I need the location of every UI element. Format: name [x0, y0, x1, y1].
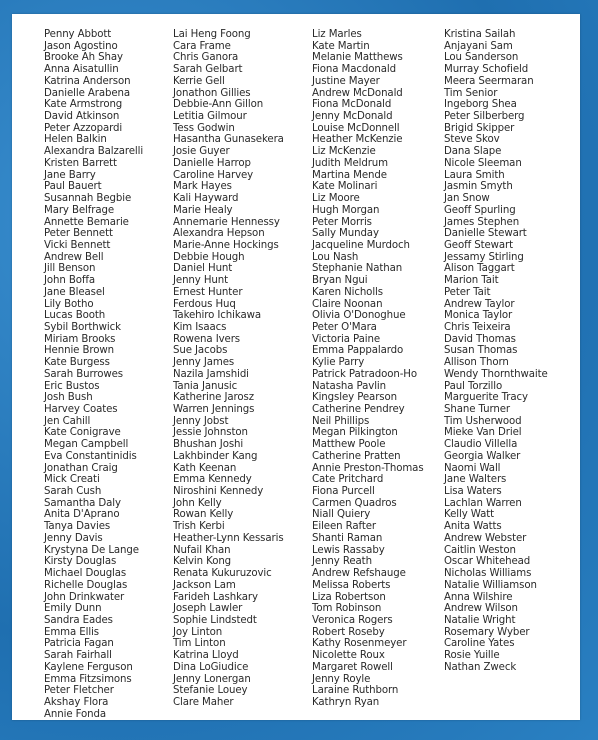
name-entry: David Atkinson	[44, 111, 120, 123]
name-entry: John Drinkwater	[44, 591, 125, 603]
name-entry: Caroline Yates	[444, 638, 515, 650]
name-entry: Chris Teixeira	[444, 321, 511, 333]
name-entry: Sandra Eades	[44, 614, 113, 626]
name-entry: Tania Janusic	[173, 380, 238, 392]
name-entry: Neil Phillips	[312, 415, 370, 427]
name-entry: Kristina Sailah	[444, 29, 516, 40]
name-entry: Cara Frame	[173, 40, 231, 52]
name-entry: Melissa Roberts	[312, 579, 391, 591]
name-entry: Nufail Khan	[173, 544, 231, 556]
name-column-2	[173, 29, 284, 709]
name-entry: Jessamy Stirling	[444, 251, 524, 263]
name-entry: Anita Watts	[444, 521, 502, 533]
name-entry: Catherine Pendrey	[312, 404, 405, 415]
name-entry: Sarah Gelbart	[173, 64, 243, 76]
name-entry: Tim Senior	[444, 87, 498, 99]
name-entry: Jane Walters	[444, 474, 507, 486]
name-entry: Murray Schofield	[444, 64, 529, 76]
name-entry: Paul Bauert	[44, 181, 102, 193]
name-entry: Peter Fletcher	[44, 685, 114, 697]
name-entry: Harvey Coates	[44, 404, 118, 415]
name-entry: Hasantha Gunasekera	[173, 134, 284, 146]
name-entry: Katrina Lloyd	[173, 650, 239, 662]
name-entry: Anna Aisatullin	[44, 64, 119, 76]
name-entry: Fiona Purcell	[312, 486, 375, 498]
name-entry: Kelvin Kong	[173, 556, 232, 568]
name-entry: Lai Heng Foong	[173, 29, 251, 40]
name-entry: Jenny James	[173, 357, 235, 369]
name-entry: Marion Tait	[444, 275, 499, 287]
name-entry: Liz Marles	[312, 29, 362, 40]
name-entry: Jonathon Gillies	[173, 87, 251, 99]
name-entry: Geoff Spurling	[444, 204, 516, 216]
name-entry: Emma Kennedy	[173, 474, 252, 486]
name-entry: Bhushan Joshi	[173, 439, 244, 451]
name-entry: Anna Wilshire	[444, 591, 513, 603]
name-entry: Jenny Davis	[44, 532, 103, 544]
name-entry: Renata Kukuruzovic	[173, 568, 272, 580]
name-entry: Niroshini Kennedy	[173, 486, 264, 498]
name-entry: James Stephen	[444, 216, 520, 228]
name-entry: Ingeborg Shea	[444, 99, 517, 111]
name-entry: Jonathan Craig	[44, 462, 118, 474]
name-entry: Marie-Anne Hockings	[173, 239, 279, 251]
name-entry: Tim Linton	[173, 638, 226, 650]
name-entry: Sue Jacobs	[173, 345, 228, 357]
name-entry: Lucas Booth	[44, 310, 106, 322]
name-entry: Jen Cahill	[44, 415, 91, 427]
name-entry: Sarah Burrowes	[44, 368, 123, 380]
name-entry: Jason Agostino	[44, 40, 118, 52]
name-entry: Debbie Hough	[173, 251, 245, 263]
name-entry: Eric Bustos	[44, 380, 100, 392]
name-entry: Anita D'Aprano	[44, 509, 120, 521]
name-entry: Hennie Brown	[44, 345, 114, 357]
name-entry: Emma Pappalardo	[312, 345, 404, 357]
name-entry: Louise McDonnell	[312, 122, 400, 134]
name-entry: Emily Dunn	[44, 603, 102, 615]
name-entry: Josie Guyer	[173, 146, 230, 158]
name-entry: Hugh Morgan	[312, 204, 380, 216]
name-entry: Joy Linton	[173, 626, 223, 638]
name-entry: Jasmin Smyth	[444, 181, 513, 193]
name-entry: Peter Silberberg	[444, 111, 525, 123]
name-entry: Sarah Fairhall	[44, 650, 112, 662]
name-entry: Clare Maher	[173, 696, 234, 708]
name-entry: Danielle Arabena	[44, 87, 131, 99]
name-entry: Jenny Jobst	[173, 415, 229, 427]
name-entry: Katherine Jarosz	[173, 392, 254, 404]
name-entry: Nicolette Roux	[312, 650, 385, 662]
name-entry: Judith Meldrum	[312, 157, 388, 169]
name-entry: Jessie Johnston	[173, 427, 248, 439]
name-entry: Catherine Pratten	[312, 450, 401, 462]
name-entry: Alexandra Balzarelli	[44, 146, 144, 158]
name-entry: Kate Armstrong	[44, 99, 123, 111]
name-entry: Caitlin Weston	[444, 544, 516, 556]
name-entry: Olivia O'Donoghue	[312, 310, 406, 322]
name-entry: Nathan Zweck	[444, 661, 517, 673]
name-entry: Susannah Begbie	[44, 193, 132, 205]
name-entry: Tom Robinson	[312, 603, 382, 615]
name-entry: Nazila Jamshidi	[173, 368, 249, 380]
name-entry: Liza Robertson	[312, 591, 386, 603]
name-entry: Fiona Macdonald	[312, 64, 396, 76]
name-entry: Ferdous Huq	[173, 298, 236, 310]
name-entry: Nicole Sleeman	[444, 157, 522, 169]
name-entry: Samantha Daly	[44, 497, 121, 509]
name-entry: Jenny Royle	[312, 673, 371, 685]
name-entry: Jacqueline Murdoch	[312, 239, 410, 251]
name-entry: Helen Balkin	[44, 134, 107, 146]
name-entry: Vicki Bennett	[44, 239, 111, 251]
name-entry: John Kelly	[173, 497, 222, 509]
name-entry: Natalie Wright	[444, 614, 516, 626]
name-entry: John Boffa	[44, 275, 96, 287]
name-entry: Peter Bennett	[44, 228, 113, 240]
name-entry: Chris Ganora	[173, 52, 239, 64]
name-entry: Paul Torzillo	[444, 380, 503, 392]
name-entry: Kathy Rosenmeyer	[312, 638, 407, 650]
name-entry: Jan Snow	[444, 193, 490, 205]
name-entry: Daniel Hunt	[173, 263, 233, 275]
name-entry: Sarah Cush	[44, 486, 102, 498]
name-entry: Jackson Lam	[173, 579, 236, 591]
name-entry: Kate Martin	[312, 40, 370, 52]
name-entry: Letitia Gilmour	[173, 111, 247, 123]
name-entry: Monica Taylor	[444, 310, 513, 322]
name-entry: Laraine Ruthborn	[312, 685, 399, 697]
name-entry: Danielle Stewart	[444, 228, 527, 240]
name-entry: Jenny Hunt	[173, 275, 229, 287]
name-entry: Alexandra Hepson	[173, 228, 265, 240]
name-entry: Lewis Rassaby	[312, 544, 385, 556]
name-column-4	[444, 29, 548, 674]
name-entry: Miriam Brooks	[44, 333, 116, 345]
name-entry: Lou Sanderson	[444, 52, 519, 64]
name-entry: Eva Constantinidis	[44, 450, 137, 462]
name-entry: Oscar Whitehead	[444, 556, 531, 568]
name-entry: Peter Azzopardi	[44, 122, 123, 134]
name-entry: Penny Abbott	[44, 29, 112, 40]
name-entry: Andrew Wilson	[444, 603, 518, 615]
name-entry: Kerrie Gell	[173, 75, 225, 87]
name-entry: Farideh Lashkary	[173, 591, 258, 603]
name-entry: Alison Taggart	[444, 263, 515, 275]
name-entry: Laura Smith	[444, 169, 505, 181]
name-entry: Kali Hayward	[173, 193, 239, 205]
name-entry: Richelle Douglas	[44, 579, 128, 591]
name-entry: Marie Healy	[173, 204, 233, 216]
name-entry: Emma Fitzsimons	[44, 673, 132, 685]
name-entry: Caroline Harvey	[173, 169, 254, 181]
name-entry: Nicholas Williams	[444, 568, 532, 580]
name-entry: Robert Roseby	[312, 626, 385, 638]
name-entry: Kath Keenan	[173, 462, 237, 474]
name-entry: Annie Fonda	[44, 708, 107, 720]
name-entry: Mark Hayes	[173, 181, 232, 193]
name-entry: Melanie Matthews	[312, 52, 403, 64]
name-entry: Jill Benson	[44, 263, 96, 275]
name-entry: Tim Usherwood	[444, 415, 522, 427]
name-entry: Akshay Flora	[44, 696, 109, 708]
name-entry: Kate Molinari	[312, 181, 378, 193]
name-entry: Tess Godwin	[173, 122, 235, 134]
name-entry: Peter Tait	[444, 286, 491, 298]
name-entry: Ernest Hunter	[173, 286, 243, 298]
name-entry: Kristen Barrett	[44, 157, 117, 169]
name-entry: Kelly Watt	[444, 509, 495, 521]
name-entry: Carmen Quadros	[312, 497, 397, 509]
name-entry: Heather-Lynn Kessaris	[173, 532, 284, 544]
name-entry: Karen Nicholls	[312, 286, 383, 298]
name-entry: Sophie Lindstedt	[173, 614, 257, 626]
name-entry: Annemarie Hennessy	[173, 216, 280, 228]
name-entry: Matthew Poole	[312, 439, 386, 451]
name-entry: Natasha Pavlin	[312, 380, 387, 392]
name-entry: Lisa Waters	[444, 486, 502, 498]
name-entry: Kingsley Pearson	[312, 392, 397, 404]
name-entry: Mick Creati	[44, 474, 100, 486]
name-entry: Jenny Lonergan	[173, 673, 251, 685]
name-entry: Claire Noonan	[312, 298, 383, 310]
name-column-1	[44, 29, 143, 720]
name-entry: Claudio Villella	[444, 439, 518, 451]
name-entry: Andrew Taylor	[444, 298, 515, 310]
name-entry: Josh Bush	[44, 392, 93, 404]
name-column-3	[312, 29, 424, 709]
name-entry: David Thomas	[444, 333, 516, 345]
name-entry: Peter O'Mara	[312, 321, 377, 333]
name-entry: Annette Bemarie	[44, 216, 129, 228]
name-entry: Jane Bleasel	[44, 286, 105, 298]
name-entry: Joseph Lawler	[173, 603, 243, 615]
name-entry: Sally Munday	[312, 228, 379, 240]
name-entry: Peter Morris	[312, 216, 372, 228]
name-entry: Danielle Harrop	[173, 157, 251, 169]
name-entry: Martina Mende	[312, 169, 387, 181]
name-entry: Justine Mayer	[312, 75, 380, 87]
name-entry: Warren Jennings	[173, 404, 255, 415]
name-entry: Andrew McDonald	[312, 87, 403, 99]
name-entry: Kathryn Ryan	[312, 696, 380, 708]
name-entry: Shane Turner	[444, 404, 510, 415]
name-entry: Kaylene Ferguson	[44, 661, 133, 673]
name-entry: Brooke Ah Shay	[44, 52, 123, 64]
name-entry: Shanti Raman	[312, 532, 383, 544]
name-entry: Dana Slape	[444, 146, 502, 158]
name-entry: Veronica Rogers	[312, 614, 393, 626]
name-entry: Bryan Ngui	[312, 275, 368, 287]
name-entry: Patrick Patradoon-Ho	[312, 368, 417, 380]
name-entry: Liz McKenzie	[312, 146, 376, 158]
name-entry: Geoff Stewart	[444, 239, 513, 251]
name-entry: Niall Quiery	[312, 509, 371, 521]
name-entry: Kate Burgess	[44, 357, 110, 369]
name-entry: Rowan Kelly	[173, 509, 234, 521]
name-entry: Lily Botho	[44, 298, 94, 310]
name-entry: Heather McKenzie	[312, 134, 403, 146]
name-entry: Steve Skov	[444, 134, 500, 146]
name-list-card	[12, 14, 580, 720]
name-entry: Georgia Walker	[444, 450, 521, 462]
name-entry: Lachlan Warren	[444, 497, 522, 509]
name-entry: Tanya Davies	[44, 521, 111, 533]
name-entry: Naomi Wall	[444, 462, 501, 474]
name-entry: Fiona McDonald	[312, 99, 392, 111]
name-entry: Allison Thorn	[444, 357, 509, 369]
name-entry: Stephanie Nathan	[312, 263, 403, 275]
name-entry: Kirsty Douglas	[44, 556, 117, 568]
name-entry: Liz Moore	[312, 193, 360, 205]
name-entry: Debbie-Ann Gillon	[173, 99, 264, 111]
name-entry: Lakhbinder Kang	[173, 450, 258, 462]
name-entry: Takehiro Ichikawa	[173, 310, 262, 322]
name-entry: Megan Pilkington	[312, 427, 398, 439]
name-entry: Kate Conigrave	[44, 427, 121, 439]
name-entry: Rowena Ivers	[173, 333, 240, 345]
name-entry: Sybil Borthwick	[44, 321, 121, 333]
name-entry: Anjayani Sam	[444, 40, 513, 52]
name-entry: Rosie Yuille	[444, 650, 500, 662]
name-entry: Jane Barry	[44, 169, 96, 181]
name-entry: Wendy Thornthwaite	[444, 368, 548, 380]
name-entry: Eileen Rafter	[312, 521, 376, 533]
name-entry: Krystyna De Lange	[44, 544, 139, 556]
name-entry: Susan Thomas	[444, 345, 518, 357]
name-entry: Rosemary Wyber	[444, 626, 530, 638]
name-entry: Brigid Skipper	[444, 122, 515, 134]
name-entry: Trish Kerbi	[173, 521, 225, 533]
name-entry: Kylie Parry	[312, 357, 365, 369]
name-entry: Stefanie Louey	[173, 685, 248, 697]
name-entry: Natalie Williamson	[444, 579, 537, 591]
name-entry: Jenny McDonald	[312, 111, 393, 123]
name-entry: Mary Belfrage	[44, 204, 115, 216]
name-entry: Michael Douglas	[44, 568, 127, 580]
name-entry: Jenny Reath	[312, 556, 372, 568]
name-entry: Mieke Van Driel	[444, 427, 522, 439]
name-entry: Andrew Webster	[444, 532, 527, 544]
name-entry: Dina LoGiudice	[173, 661, 249, 673]
name-entry: Kim Isaacs	[173, 321, 227, 333]
name-entry: Emma Ellis	[44, 626, 100, 638]
name-entry: Katrina Anderson	[44, 75, 131, 87]
name-entry: Margaret Rowell	[312, 661, 393, 673]
name-entry: Meera Seermaran	[444, 75, 534, 87]
name-entry: Lou Nash	[312, 251, 359, 263]
name-entry: Patricia Fagan	[44, 638, 114, 650]
name-entry: Cate Pritchard	[312, 474, 384, 486]
name-entry: Victoria Paine	[312, 333, 380, 345]
name-entry: Marguerite Tracy	[444, 392, 528, 404]
name-entry: Megan Campbell	[44, 439, 129, 451]
name-entry: Annie Preston-Thomas	[312, 462, 424, 474]
name-entry: Andrew Refshauge	[312, 568, 406, 580]
name-entry: Andrew Bell	[44, 251, 104, 263]
